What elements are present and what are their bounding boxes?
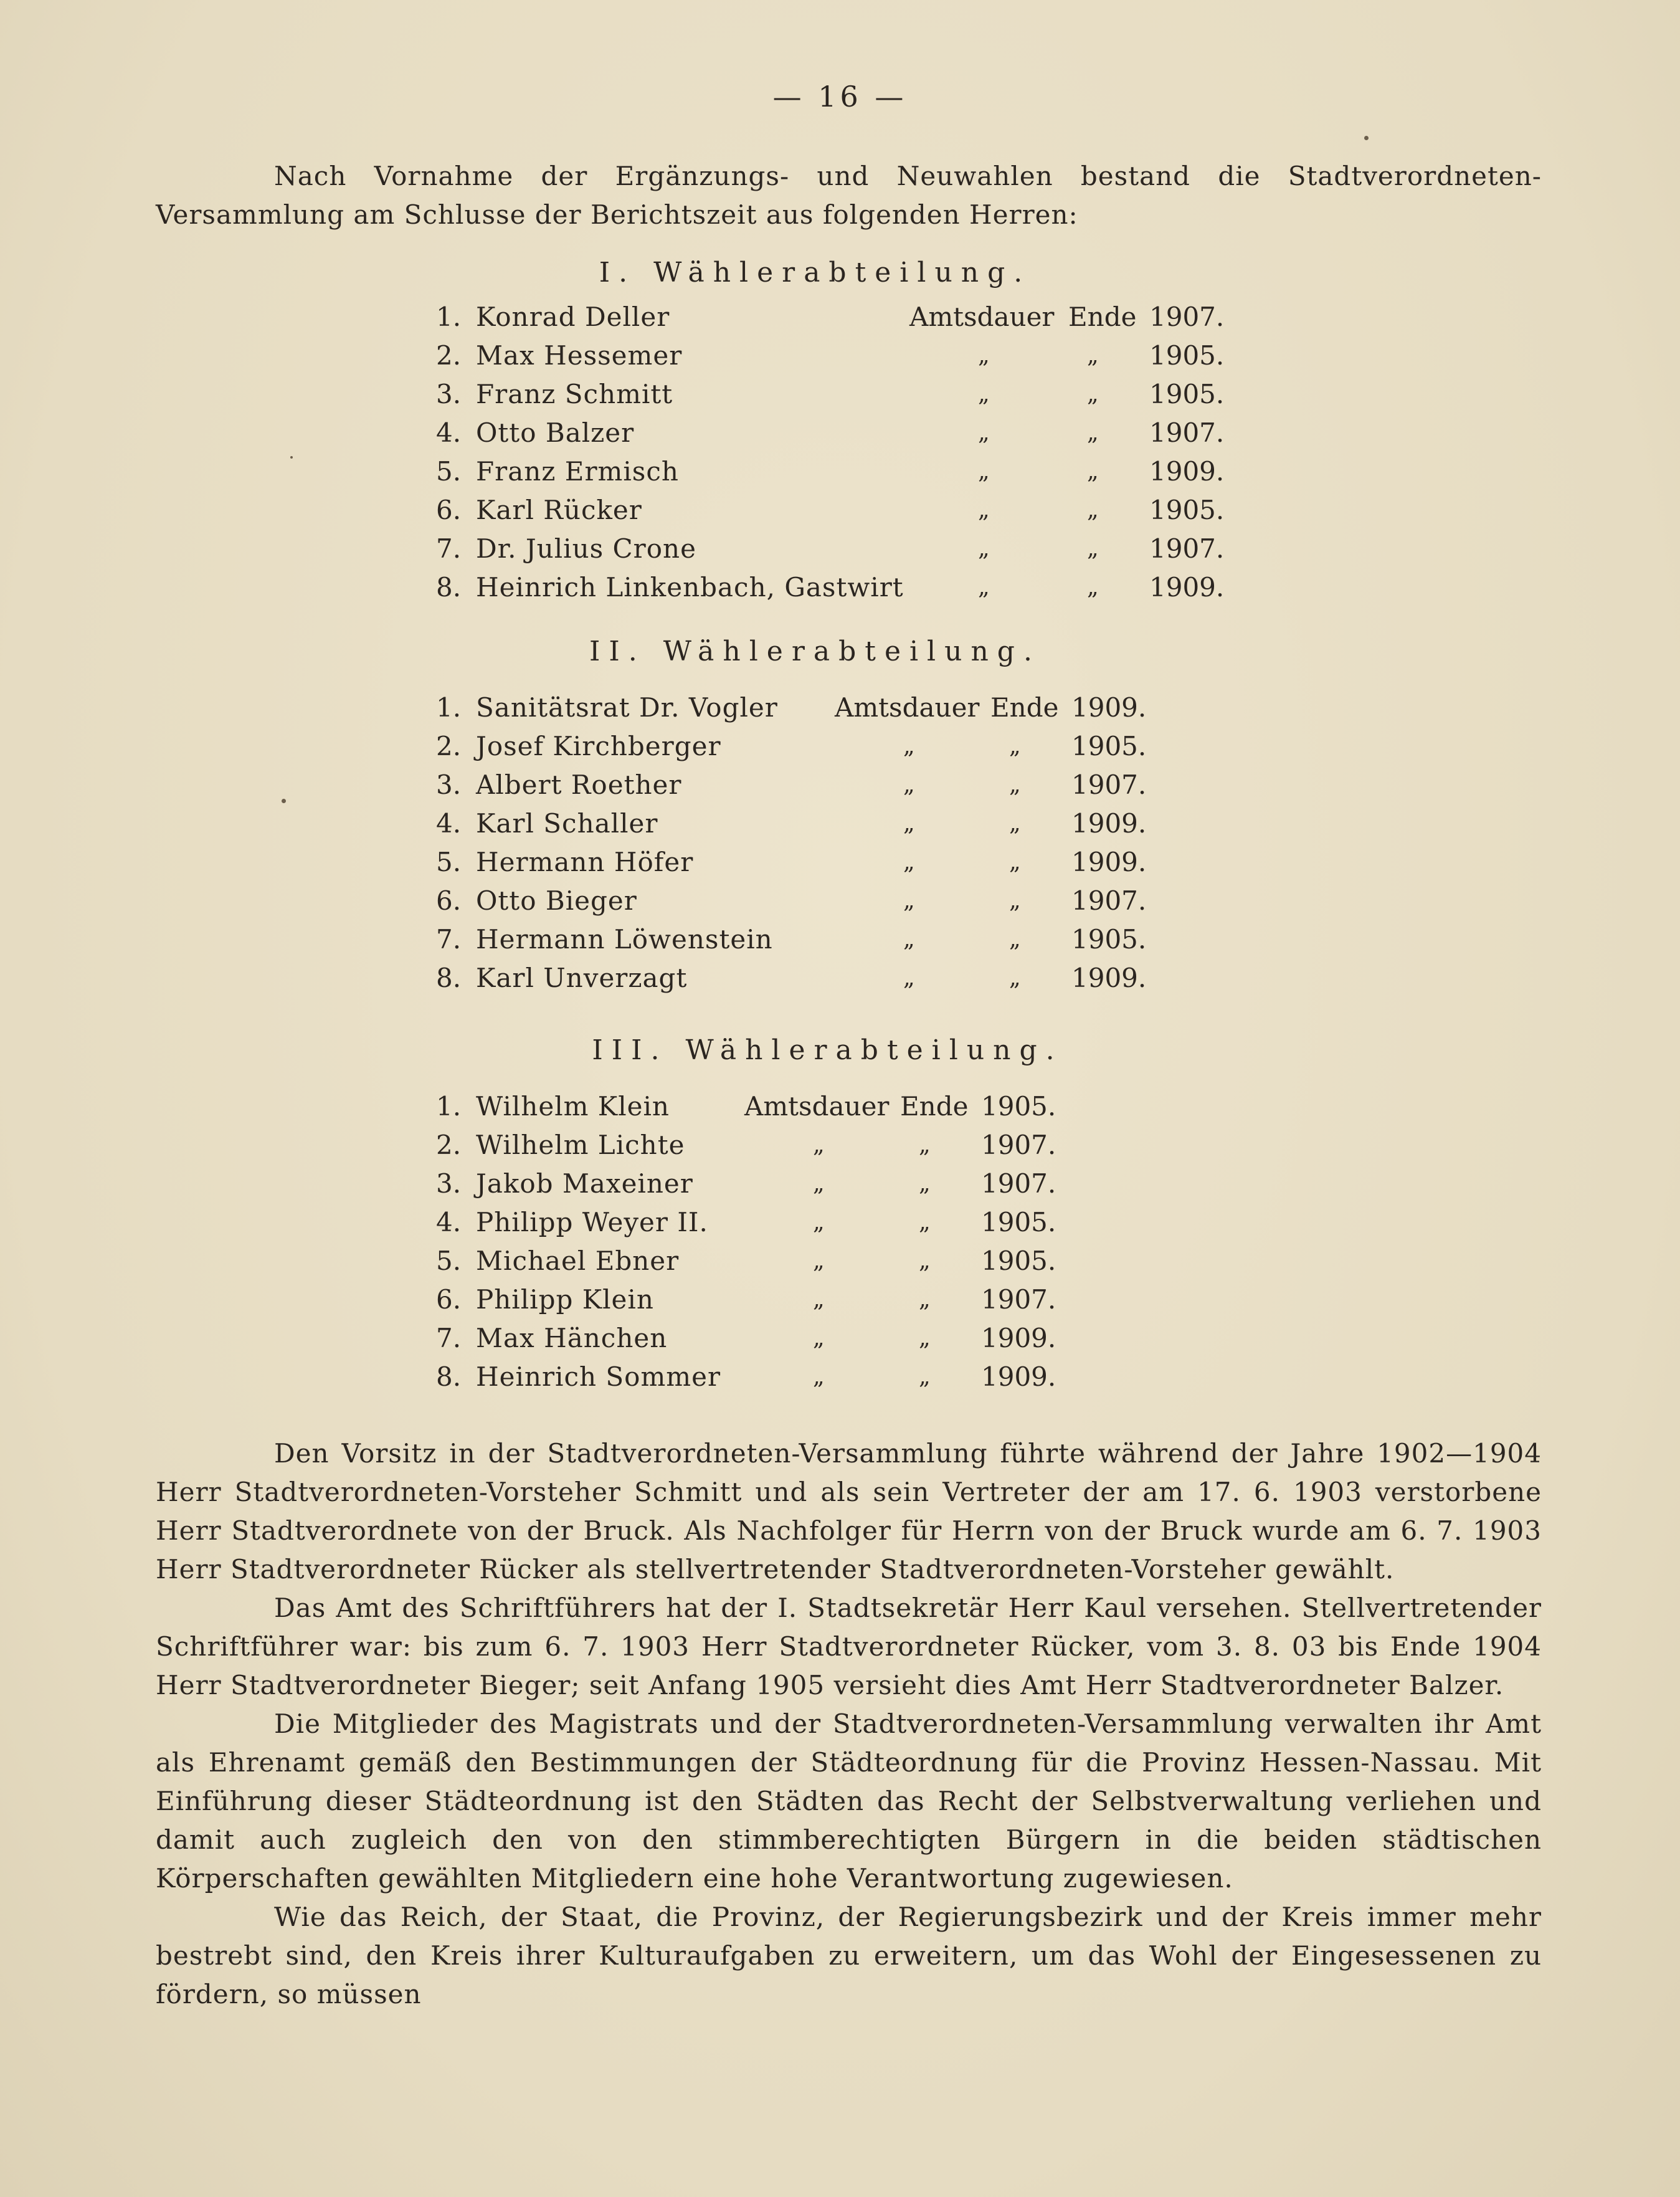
- member-year: 1905.: [1071, 924, 1147, 955]
- member-term: „: [903, 772, 915, 798]
- member-ende: „: [1087, 574, 1099, 600]
- paragraph-reich: [156, 1898, 1542, 2014]
- member-name: Dr. Julius Crone: [476, 533, 696, 564]
- member-ende: „: [1087, 381, 1099, 407]
- member-number: 2.: [436, 1130, 462, 1160]
- member-ende: „: [1009, 772, 1021, 798]
- member-term: „: [813, 1209, 825, 1235]
- member-number: 6.: [436, 885, 462, 916]
- member-ende: „: [1009, 811, 1021, 836]
- member-ende: „: [919, 1287, 931, 1312]
- intro-paragraph: [156, 157, 1542, 234]
- member-number: 8.: [436, 1361, 462, 1392]
- member-name: Josef Kirchberger: [476, 731, 721, 761]
- member-number: 5.: [436, 847, 462, 877]
- member-name: Otto Balzer: [476, 417, 635, 448]
- member-name: Konrad Deller: [476, 302, 670, 332]
- member-number: 4.: [436, 808, 462, 839]
- member-number: 4.: [436, 1207, 462, 1237]
- member-term: „: [978, 459, 990, 484]
- member-ende: „: [1087, 420, 1099, 446]
- member-ende: „: [1009, 965, 1021, 991]
- member-number: 4.: [436, 417, 462, 448]
- member-year: 1905.: [1071, 731, 1147, 761]
- member-number: 7.: [436, 924, 462, 955]
- member-name: Hermann Löwenstein: [476, 924, 773, 955]
- member-ende: „: [919, 1209, 931, 1235]
- paragraph-vorsitz-text: Den Vorsitz in der Stadtverordneten-Versammlung führte während der Jahre 1902—1904 Herr Stadtverordneten-Vorsteher Schmitt und als sein Vertreter der am 17. 6. 1903 verstorbene Herr Stadtverordnete von der Bruck. Als Nachfolger für Herrn von der Bruck wurde am 6. 7. 1903 Herr Stadtverordneter Rücker als stellvertretender Stadtverordneten-Vorsteher gewählt.: [156, 1438, 1542, 1585]
- member-ende: Ende: [1068, 302, 1137, 332]
- member-number: 1.: [436, 302, 462, 332]
- member-ende: „: [1009, 927, 1021, 952]
- member-year: 1905.: [1149, 340, 1225, 371]
- member-term: „: [978, 536, 990, 561]
- member-number: 3.: [436, 770, 462, 800]
- member-name: Karl Rücker: [476, 495, 642, 525]
- paragraph-vorsitz: [156, 1434, 1542, 1589]
- member-ende: „: [1009, 888, 1021, 913]
- section-title-3: III. Wählerabteilung.: [592, 1034, 1063, 1066]
- member-term: Amtsdauer: [835, 692, 980, 723]
- member-number: 7.: [436, 533, 462, 564]
- print-speck: [290, 456, 293, 459]
- member-term: „: [813, 1171, 825, 1196]
- member-term: „: [813, 1364, 825, 1389]
- member-term: Amtsdauer: [909, 302, 1055, 332]
- member-year: 1907.: [981, 1168, 1056, 1199]
- member-term: „: [813, 1132, 825, 1158]
- paragraph-ehrenamt-text: Die Mitglieder des Magistrats und der Stadtverordneten-Versammlung verwalten ihr Amt als Ehrenamt gemäß den Bestimmungen der Städteordnung für die Provinz Hessen-Nassau. Mit Einführung dieser Städteordnung ist den Städten das Recht der Selbstverwaltung verliehen und damit auch zugleich den von den stimmberechtigten Bürgern in die beiden städtischen Körperschaften gewählten Mitgliedern eine hohe Verantwortung zugewiesen.: [156, 1709, 1542, 1894]
- member-ende: „: [919, 1132, 931, 1158]
- print-speck: [282, 799, 286, 803]
- member-year: 1909.: [981, 1323, 1056, 1353]
- section-title-1: I. Wählerabteilung.: [599, 257, 1032, 288]
- member-year: 1905.: [981, 1207, 1056, 1237]
- paragraph-reich-text: Wie das Reich, der Staat, die Provinz, der Regierungsbezirk und der Kreis immer mehr bestrebt sind, den Kreis ihrer Kulturaufgaben zu erweitern, um das Wohl der Eingesessenen zu fördern, so müssen: [156, 1902, 1542, 2009]
- member-term: „: [903, 927, 915, 952]
- member-number: 1.: [436, 692, 462, 723]
- member-year: 1909.: [1071, 808, 1147, 839]
- member-name: Philipp Weyer II.: [476, 1207, 708, 1237]
- member-ende: Ende: [900, 1091, 969, 1122]
- intro-text: Nach Vornahme der Ergänzungs- und Neuwahlen bestand die Stadtverordneten-Versammlung am Schlusse der Berichtszeit aus folgenden Herren:: [156, 161, 1542, 230]
- member-number: 1.: [436, 1091, 462, 1122]
- member-name: Karl Schaller: [476, 808, 658, 839]
- member-term: „: [978, 497, 990, 523]
- member-ende: „: [919, 1171, 931, 1196]
- member-name: Otto Bieger: [476, 885, 637, 916]
- member-name: Franz Schmitt: [476, 379, 673, 409]
- member-name: Franz Ermisch: [476, 456, 679, 487]
- member-number: 3.: [436, 379, 462, 409]
- member-year: 1909.: [1071, 692, 1147, 723]
- member-term: „: [978, 381, 990, 407]
- page-number: — 16 —: [772, 80, 908, 113]
- member-name: Albert Roether: [476, 770, 682, 800]
- member-term: „: [903, 733, 915, 759]
- member-term: „: [813, 1325, 825, 1351]
- member-year: 1905.: [1149, 379, 1225, 409]
- member-year: 1909.: [981, 1361, 1056, 1392]
- member-ende: „: [919, 1248, 931, 1274]
- member-name: Philipp Klein: [476, 1284, 654, 1315]
- member-name: Jakob Maxeiner: [476, 1168, 693, 1199]
- paragraph-schriftfuehrer-text: Das Amt des Schriftführers hat der I. Stadtsekretär Herr Kaul versehen. Stellvertretender Schriftführer war: bis zum 6. 7. 1903 Herr Stadtverordneter Rücker, vom 3. 8. 03 bis Ende 1904 Herr Stadtverordneter Bieger; seit Anfang 1905 versieht dies Amt Herr Stadtverordneter Balzer.: [156, 1593, 1542, 1700]
- member-term: „: [813, 1287, 825, 1312]
- member-name: Wilhelm Lichte: [476, 1130, 685, 1160]
- member-ende: „: [1087, 536, 1099, 561]
- member-ende: „: [1087, 343, 1099, 368]
- member-name: Wilhelm Klein: [476, 1091, 670, 1122]
- member-term: Amtsdauer: [744, 1091, 890, 1122]
- member-year: 1909.: [1149, 572, 1225, 603]
- member-year: 1907.: [981, 1284, 1056, 1315]
- member-number: 2.: [436, 731, 462, 761]
- member-term: „: [978, 420, 990, 446]
- member-name: Michael Ebner: [476, 1246, 680, 1276]
- member-year: 1907.: [1149, 417, 1225, 448]
- member-term: „: [978, 343, 990, 368]
- member-name: Heinrich Linkenbach, Gastwirt: [476, 572, 904, 603]
- member-number: 3.: [436, 1168, 462, 1199]
- member-number: 7.: [436, 1323, 462, 1353]
- member-name: Heinrich Sommer: [476, 1361, 721, 1392]
- member-year: 1909.: [1149, 456, 1225, 487]
- member-ende: „: [1009, 849, 1021, 875]
- member-term: „: [903, 849, 915, 875]
- member-number: 5.: [436, 456, 462, 487]
- member-ende: „: [1087, 459, 1099, 484]
- member-term: „: [903, 888, 915, 913]
- member-name: Max Hessemer: [476, 340, 683, 371]
- member-number: 8.: [436, 572, 462, 603]
- member-year: 1907.: [1071, 885, 1147, 916]
- member-name: Max Hänchen: [476, 1323, 668, 1353]
- member-term: „: [903, 811, 915, 836]
- print-speck: [1364, 136, 1369, 140]
- member-number: 5.: [436, 1246, 462, 1276]
- member-term: „: [813, 1248, 825, 1274]
- member-year: 1905.: [1149, 495, 1225, 525]
- member-number: 6.: [436, 1284, 462, 1315]
- member-year: 1909.: [1071, 847, 1147, 877]
- member-ende: „: [919, 1364, 931, 1389]
- member-ende: „: [919, 1325, 931, 1351]
- section-title-2: II. Wählerabteilung.: [589, 636, 1041, 667]
- member-name: Hermann Höfer: [476, 847, 694, 877]
- member-ende: „: [1087, 497, 1099, 523]
- member-year: 1907.: [1149, 533, 1225, 564]
- paragraph-ehrenamt: [156, 1705, 1542, 1898]
- member-year: 1907.: [981, 1130, 1056, 1160]
- member-term: „: [978, 574, 990, 600]
- member-number: 6.: [436, 495, 462, 525]
- member-year: 1909.: [1071, 963, 1147, 993]
- paragraph-schriftfuehrer: [156, 1589, 1542, 1705]
- member-name: Sanitätsrat Dr. Vogler: [476, 692, 778, 723]
- member-year: 1907.: [1149, 302, 1225, 332]
- member-number: 8.: [436, 963, 462, 993]
- member-name: Karl Unverzagt: [476, 963, 688, 993]
- member-year: 1907.: [1071, 770, 1147, 800]
- member-number: 2.: [436, 340, 462, 371]
- member-year: 1905.: [981, 1091, 1056, 1122]
- member-ende: „: [1009, 733, 1021, 759]
- member-year: 1905.: [981, 1246, 1056, 1276]
- member-ende: Ende: [990, 692, 1059, 723]
- member-term: „: [903, 965, 915, 991]
